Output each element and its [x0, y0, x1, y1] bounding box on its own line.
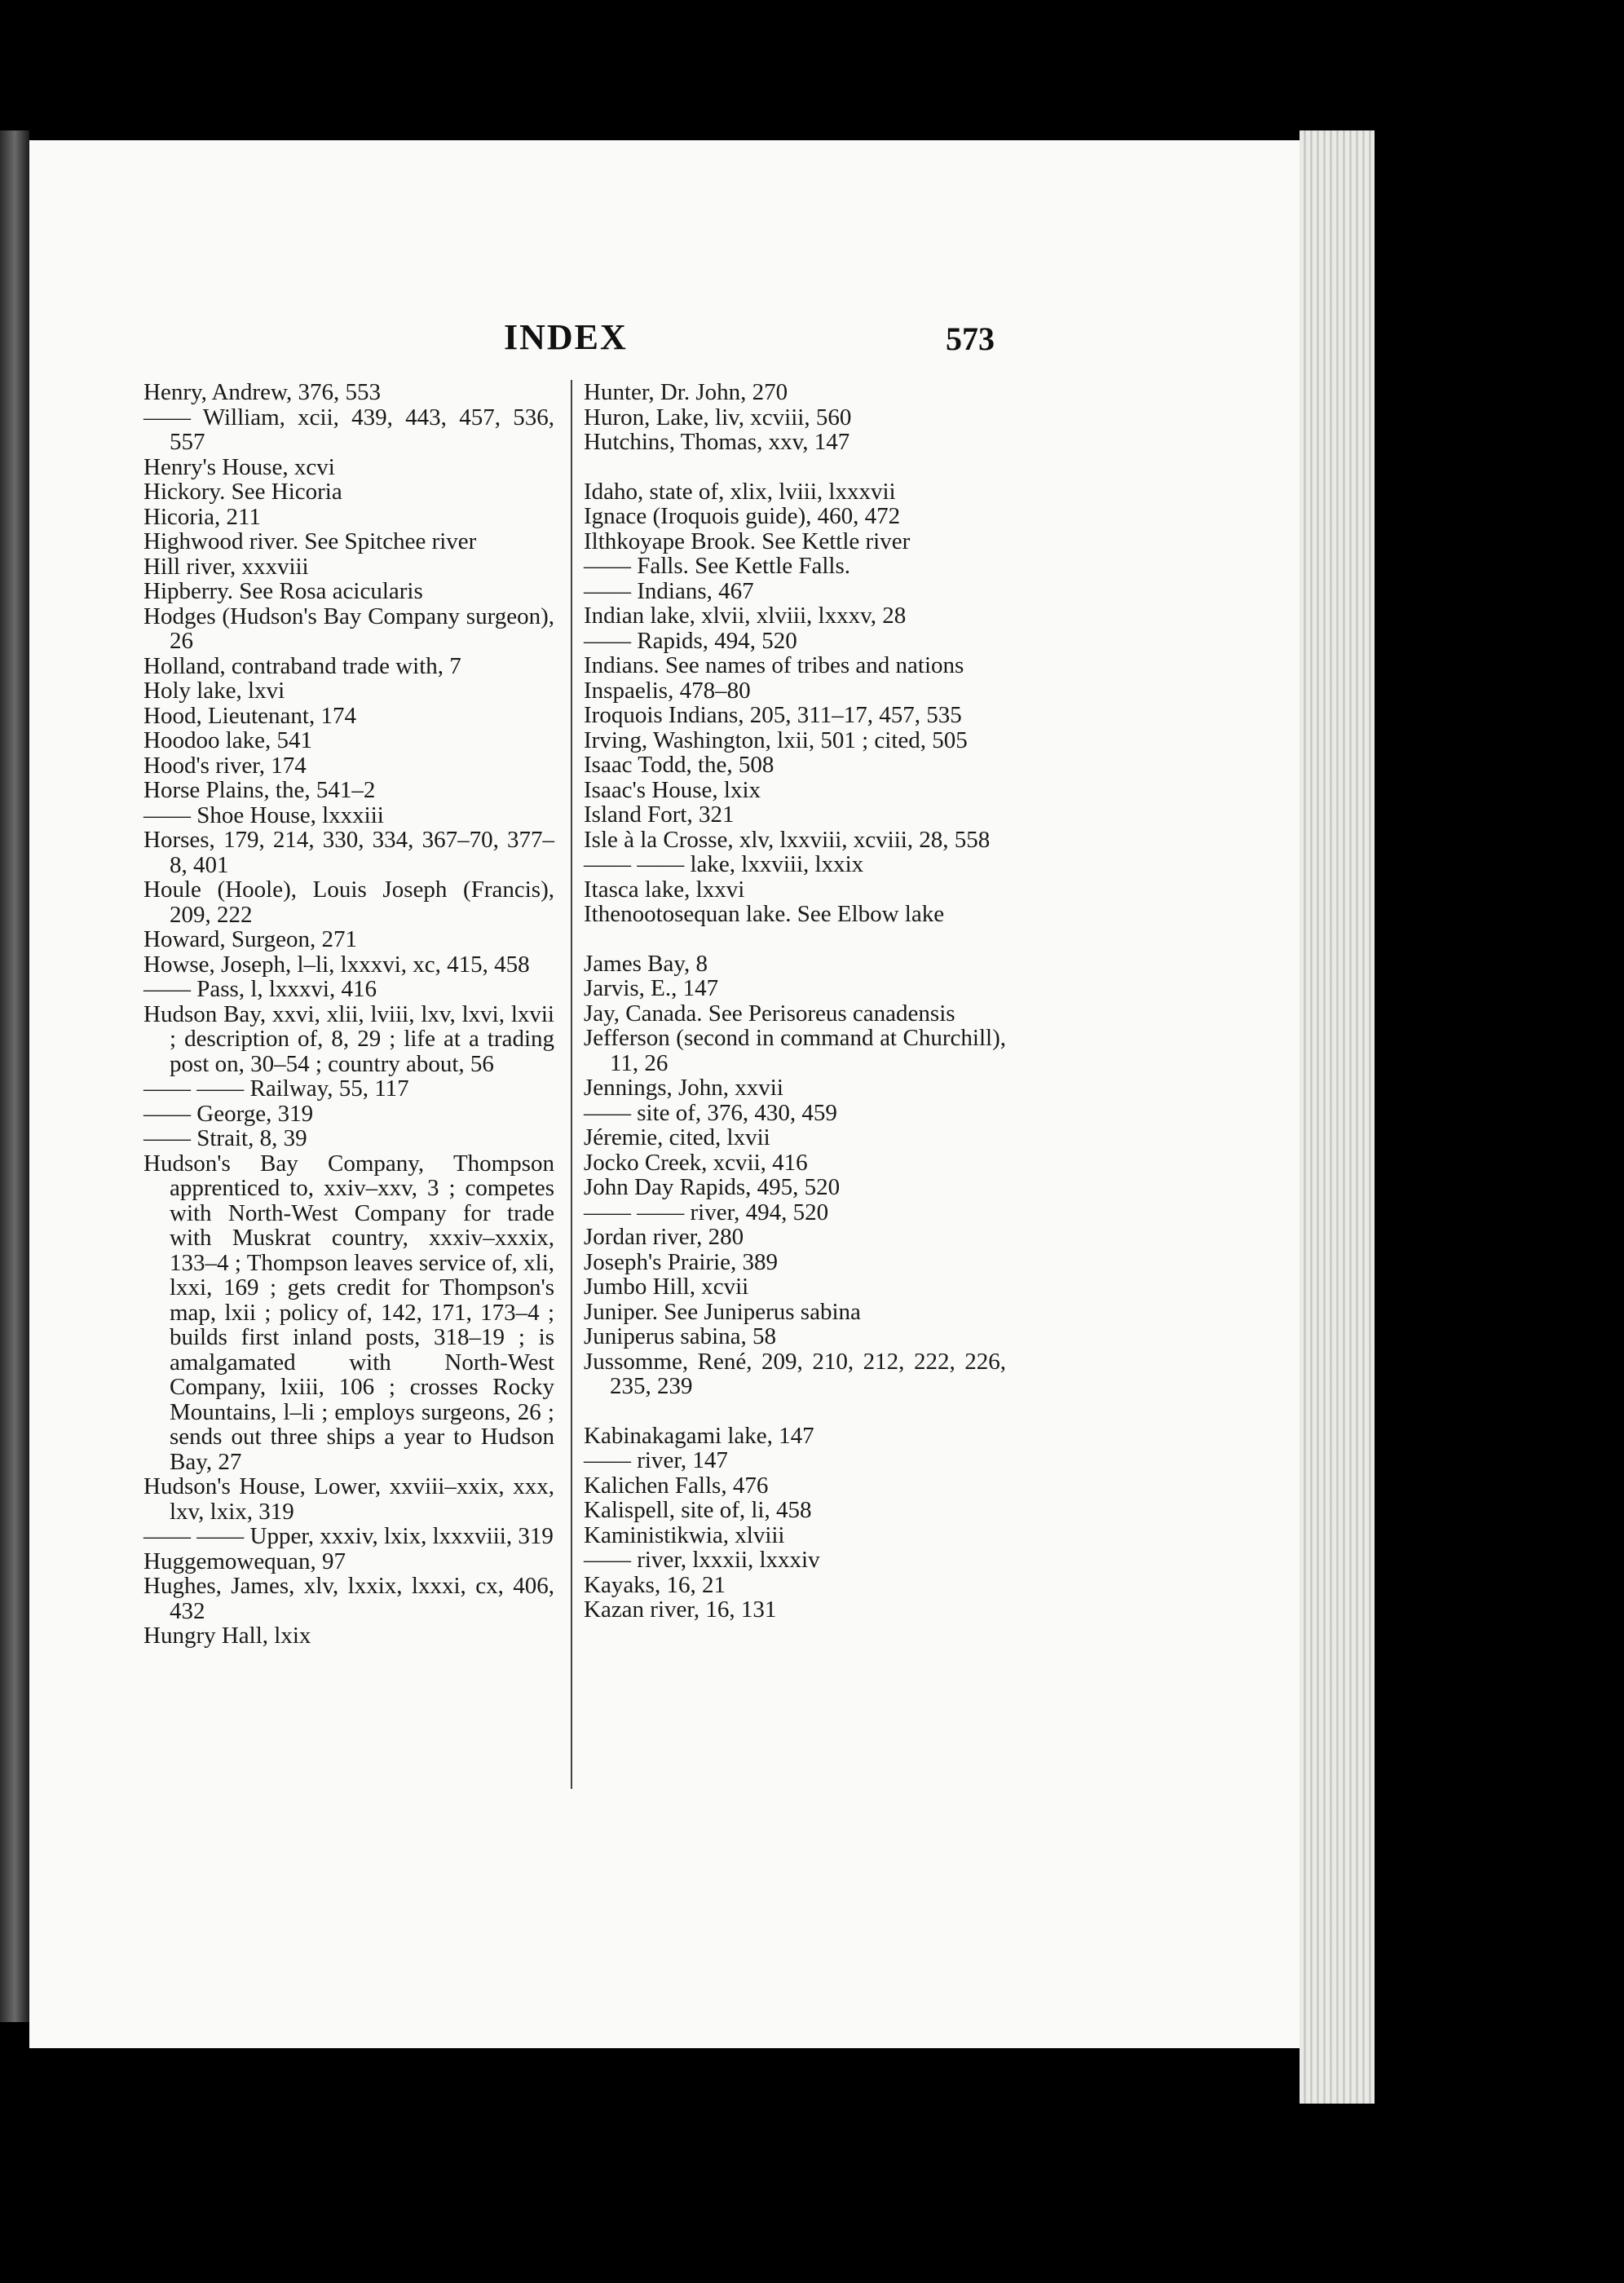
index-entry: —— William, xcii, 439, 443, 457, 536, 557 [143, 404, 554, 455]
letter-section-gap [584, 927, 1006, 952]
index-entry: Idaho, state of, xlix, lviii, lxxxvii [584, 478, 896, 505]
index-entry: Isaac's House, lxix [584, 776, 761, 803]
letter-section-gap [584, 455, 1006, 479]
index-entry: Huggemowequan, 97 [143, 1548, 346, 1574]
index-entry: Hickory. See Hicoria [143, 479, 342, 505]
index-entry: Island Fort, 321 [584, 801, 735, 828]
page-number: 573 [946, 320, 995, 357]
index-column-left [143, 380, 554, 1649]
index-entry: Horse Plains, the, 541–2 [143, 777, 376, 803]
index-entry: Indians. See names of tribes and nations [584, 652, 964, 678]
index-entry: —— Falls. See Kettle Falls. [584, 553, 851, 579]
index-entry: Howse, Joseph, l–li, lxxxvi, xc, 415, 458 [143, 951, 530, 978]
index-entry: Jocko Creek, xcvii, 416 [584, 1149, 808, 1176]
index-entry: —— river, lxxxii, lxxxiv [584, 1547, 820, 1573]
index-entry: Jussomme, René, 209, 210, 212, 222, 226, 235, 239 [584, 1348, 1006, 1399]
index-entry: Hood, Lieutenant, 174 [143, 702, 356, 729]
index-entry: Henry's House, xcvi [143, 453, 335, 480]
index-entry: Holy lake, lxvi [143, 678, 285, 704]
index-entry: Hughes, James, xlv, lxxix, lxxxi, cx, 406, 432 [143, 1573, 554, 1624]
index-entry: —— —— river, 494, 520 [584, 1199, 829, 1225]
index-entry: Hungry Hall, lxix [143, 1623, 311, 1649]
index-entry: —— Indians, 467 [584, 577, 754, 604]
index-entry: Jumbo Hill, xcvii [584, 1274, 749, 1300]
index-entry: —— Shoe House, lxxxiii [143, 801, 384, 828]
index-entry: Jay, Canada. See Perisoreus canadensis [584, 1000, 955, 1027]
index-entry: —— —— Railway, 55, 117 [143, 1075, 409, 1102]
index-entry: Hill river, xxxviii [143, 553, 309, 580]
index-entry: —— —— Upper, xxxiv, lxix, lxxxviii, 319 [143, 1523, 554, 1549]
index-entry: Huron, Lake, liv, xcviii, 560 [584, 404, 852, 431]
index-entry: Ithenootosequan lake. See Elbow lake [584, 901, 945, 927]
index-entry: Indian lake, xlvii, xlviii, lxxxv, 28 [584, 603, 907, 629]
index-entry: Houle (Hoole), Louis Joseph (Francis), 209, 222 [143, 877, 554, 928]
index-entry: Highwood river. See Spitchee river [143, 528, 477, 554]
book-left-page-edge [0, 130, 29, 2022]
index-entry: Horses, 179, 214, 330, 334, 367–70, 377–8, 401 [143, 827, 554, 878]
index-entry: Kazan river, 16, 131 [584, 1596, 777, 1623]
book-page-edges [1300, 130, 1375, 2104]
index-entry: Hood's river, 174 [143, 752, 307, 779]
index-entry: Hicoria, 211 [143, 503, 261, 530]
index-entry: Jéremie, cited, lxvii [584, 1124, 770, 1150]
index-entry: —— site of, 376, 430, 459 [584, 1099, 837, 1126]
index-entry: Iroquois Indians, 205, 311–17, 457, 535 [584, 702, 962, 728]
index-entry: Hudson's Bay Company, Thompson apprenticed to, xxiv–xxv, 3 ; competes with North-West Company for trade with Muskrat country, xxxiv–xxxix, 133–4 ; Thompson leaves service of, xli, lxxi, 169 ; gets credit for Thompson's map, lxii ; policy of, 142, 171, 173–4 ; builds first inland posts, 318–19 ; is amalgamated with North-West Company, lxiii, 106 ; crosses Rocky Mountains, l–li ; employs surgeons, 26 ; sends out three ships a year to Hudson Bay, 27 [143, 1150, 554, 1475]
index-entry: Hudson's House, Lower, xxviii–xxix, xxx, lxv, lxix, 319 [143, 1473, 554, 1525]
index-entry: Hoodoo lake, 541 [143, 727, 312, 753]
index-entry: Joseph's Prairie, 389 [584, 1248, 779, 1275]
index-entry: Holland, contraband trade with, 7 [143, 652, 461, 679]
index-entry: —— Pass, l, lxxxvi, 416 [143, 976, 377, 1002]
index-entry: Hunter, Dr. John, 270 [584, 379, 788, 405]
column-divider [571, 380, 572, 1789]
index-entry: Isaac Todd, the, 508 [584, 752, 774, 778]
index-entry: Inspaelis, 478–80 [584, 677, 751, 704]
index-entry: Irving, Washington, lxii, 501 ; cited, 505 [584, 726, 968, 753]
index-entry: —— Rapids, 494, 520 [584, 627, 797, 654]
index-entry: Howard, Surgeon, 271 [143, 926, 358, 952]
index-entry: Henry, Andrew, 376, 553 [143, 379, 382, 405]
index-entry: Kabinakagami lake, 147 [584, 1422, 814, 1449]
index-entry: —— George, 319 [143, 1100, 314, 1127]
index-column-right [584, 380, 1006, 1623]
running-title: INDEX [504, 317, 628, 357]
index-entry: Jefferson (second in command at Churchill), 11, 26 [584, 1025, 1006, 1076]
index-entry: Hutchins, Thomas, xxv, 147 [584, 429, 850, 455]
index-entry: Kalispell, site of, li, 458 [584, 1497, 812, 1523]
index-entry: Ilthkoyape Brook. See Kettle river [584, 528, 911, 554]
index-entry: Jarvis, E., 147 [584, 975, 719, 1001]
index-entry: Itasca lake, lxxvi [584, 876, 745, 903]
index-entry: James Bay, 8 [584, 950, 708, 977]
index-entry: Isle à la Crosse, xlv, lxxviii, xcviii, 28, 558 [584, 826, 991, 853]
index-entry: Juniper. See Juniperus sabina [584, 1298, 861, 1325]
index-entry: Hodges (Hudson's Bay Company surgeon), 26 [143, 603, 554, 654]
letter-section-gap [584, 1399, 1006, 1424]
index-entry: John Day Rapids, 495, 520 [584, 1174, 841, 1200]
index-entry: Hudson Bay, xxvi, xlii, lviii, lxv, lxvi, lxvii ; description of, 8, 29 ; life at a trading post on, 30–54 ; country about, 56 [143, 1000, 554, 1077]
index-entry: —— river, 147 [584, 1447, 728, 1473]
index-entry: Juniperus sabina, 58 [584, 1323, 776, 1349]
index-entry: Kaministikwia, xlviii [584, 1521, 785, 1548]
index-entry: Kalichen Falls, 476 [584, 1472, 769, 1499]
index-entry: Ignace (Iroquois guide), 460, 472 [584, 503, 901, 529]
index-entry: —— Strait, 8, 39 [143, 1125, 307, 1151]
index-entry: Jordan river, 280 [584, 1224, 744, 1250]
index-entry: Jennings, John, xxvii [584, 1075, 783, 1101]
index-entry: Kayaks, 16, 21 [584, 1571, 726, 1598]
index-entry: —— —— lake, lxxviii, lxxix [584, 851, 864, 877]
index-entry: Hipberry. See Rosa acicularis [143, 578, 423, 604]
